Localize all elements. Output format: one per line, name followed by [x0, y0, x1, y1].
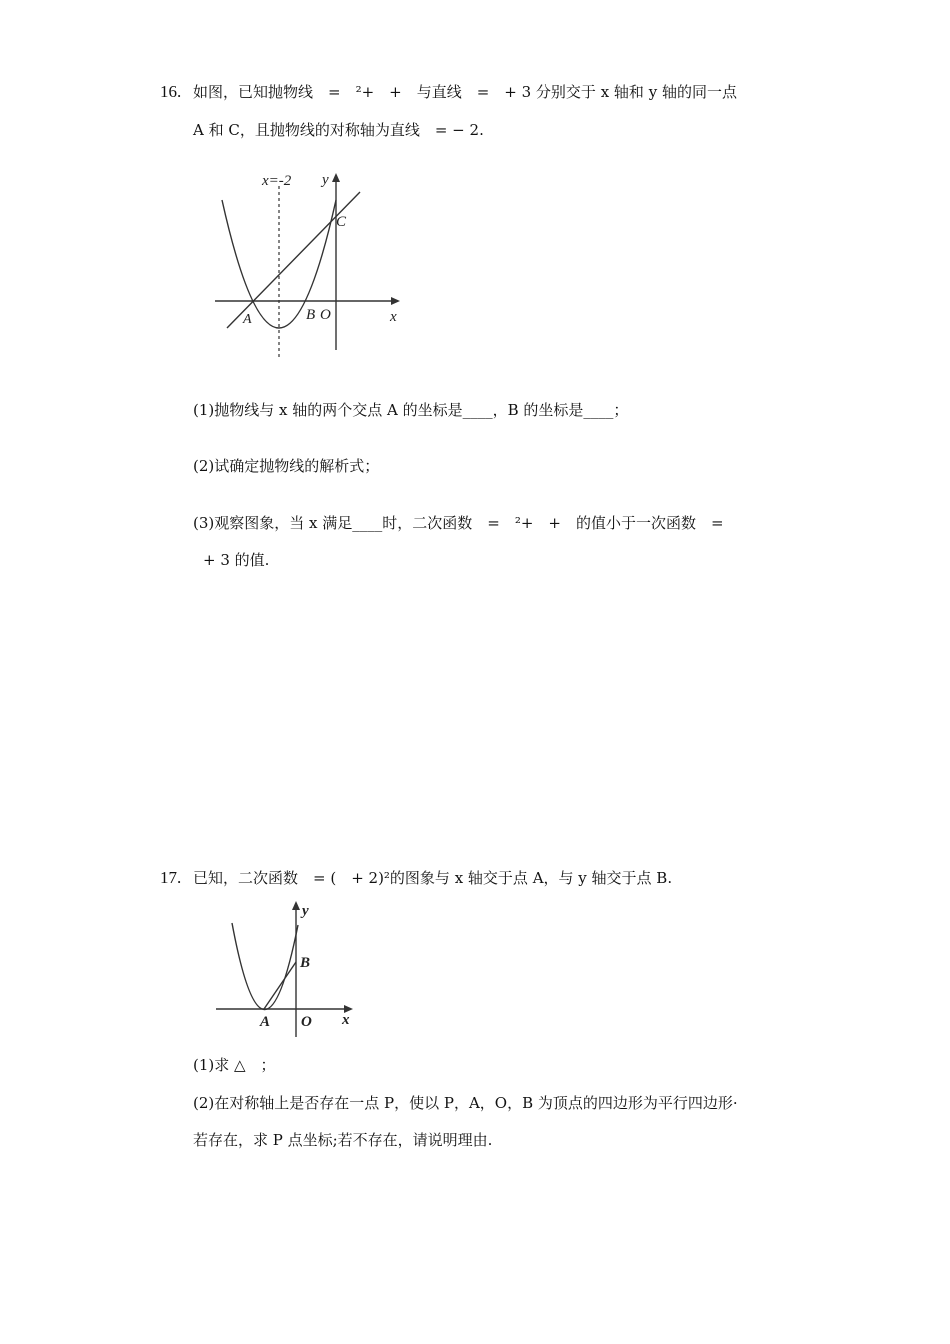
- parabola-curve: [232, 923, 298, 1010]
- segment-ab: [264, 962, 296, 1009]
- question-16-part-3-line-1: (3)观察图象，当 x 满足____时，二次函数 = ²+ + 的值小于一次函数 =: [193, 514, 724, 532]
- label-x-axis: x: [390, 309, 397, 325]
- question-17-line-1: 已知，二次函数 = ( + 2)²的图象与 x 轴交于点 A，与 y 轴交于点 B.: [193, 869, 673, 887]
- label-y-axis: y: [322, 172, 329, 188]
- x-axis-arrow: [391, 297, 400, 305]
- question-17-part-2-line-1: (2)在对称轴上是否存在一点 P，使以 P，A，O，B 为顶点的四边形为平行四边形·: [193, 1094, 738, 1112]
- question-16-figure: [212, 168, 412, 368]
- label-x-axis: x: [342, 1012, 350, 1028]
- straight-line: [227, 192, 360, 328]
- label-point-a: A: [243, 312, 252, 327]
- label-point-o: O: [301, 1014, 312, 1030]
- question-16-part-2: (2)试确定抛物线的解析式；: [193, 457, 380, 475]
- question-16-part-3-line-2: + 3 的值.: [203, 551, 270, 569]
- label-y-axis: y: [302, 903, 309, 919]
- label-point-a: A: [260, 1014, 271, 1030]
- question-17-number: 17.: [160, 868, 182, 887]
- question-16-line-2: A 和 C，且抛物线的对称轴为直线 = − 2.: [193, 121, 484, 139]
- question-16-line-1: 如图，已知抛物线 = ²+ + 与直线 = + 3 分别交于 x 轴和 y 轴的同一点: [193, 83, 737, 101]
- question-16-part-1: (1)抛物线与 x 轴的两个交点 A 的坐标是____，B 的坐标是____；: [193, 401, 629, 419]
- y-axis-arrow: [332, 173, 340, 182]
- label-point-o: O: [320, 307, 331, 323]
- label-point-b: B: [300, 955, 311, 971]
- question-17-part-1: (1)求 △ ；: [193, 1056, 276, 1074]
- label-symmetry: x=-2: [262, 173, 292, 189]
- label-point-c: C: [336, 214, 347, 230]
- question-16-number: 16.: [160, 82, 182, 101]
- label-point-b: B: [306, 307, 316, 323]
- question-17-part-2-line-2: 若存在，求 P 点坐标;若不存在，请说明理由.: [193, 1131, 493, 1149]
- y-axis-arrow: [292, 901, 300, 910]
- question-17-figure: [212, 895, 362, 1045]
